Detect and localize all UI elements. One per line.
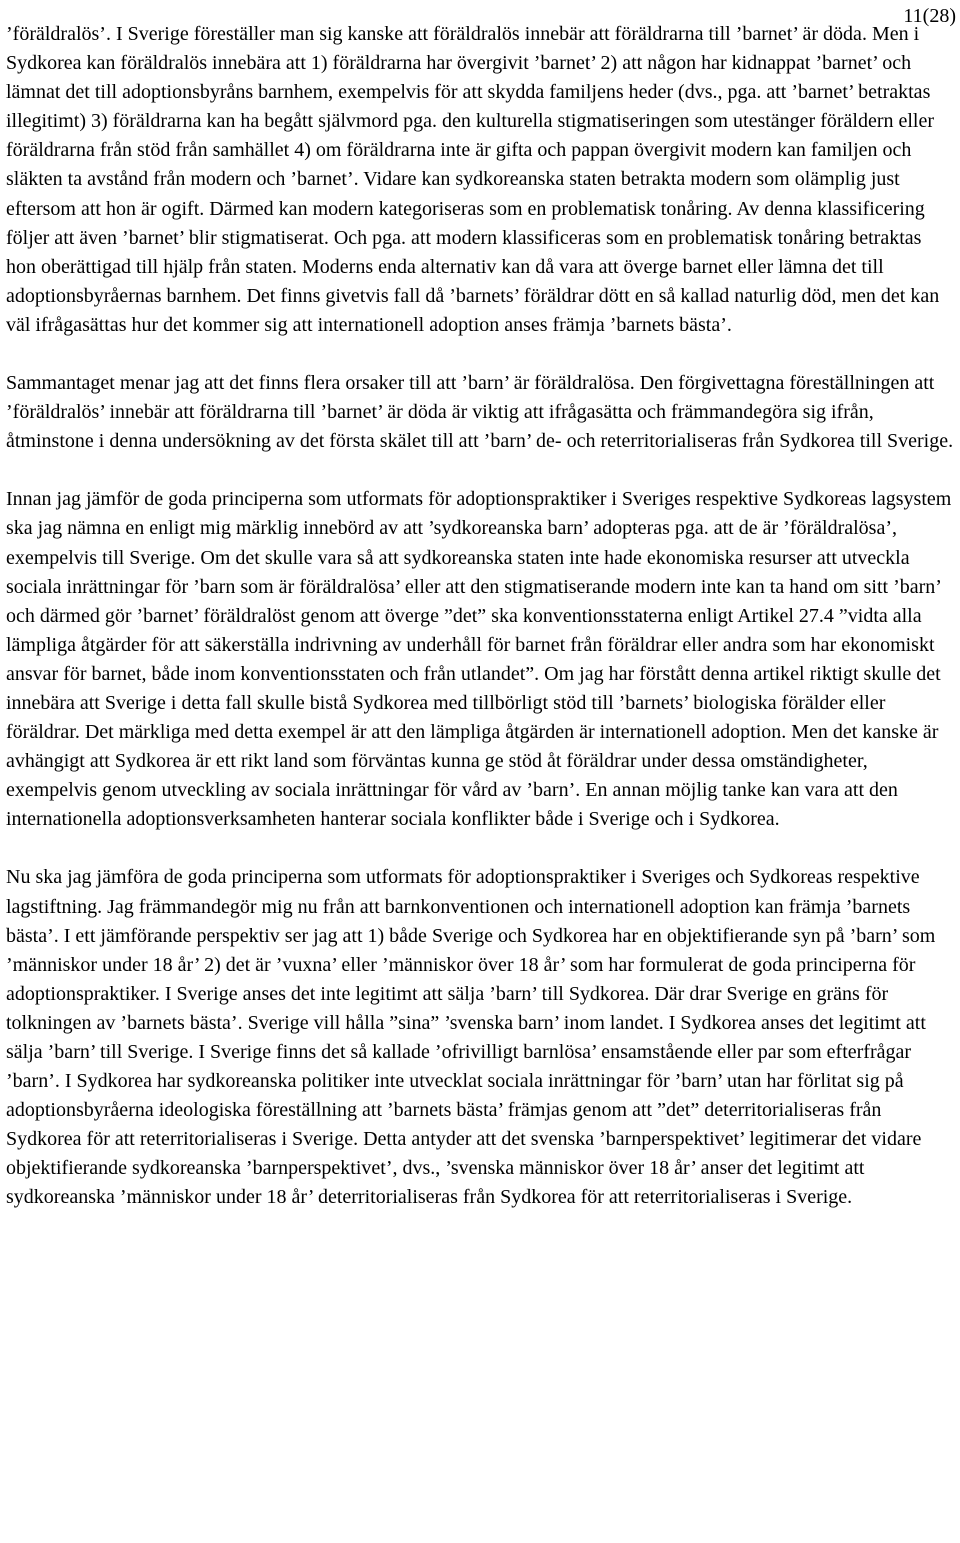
paragraph-comparison: Nu ska jag jämföra de goda principerna som utformats för adoptionspraktiker i Sveriges och Sydkoreas respektive lagstiftning. Jag främmandegör mig nu från att barnkonventionen och internationell adoption kan främja ’barnets bästa’. I ett jämförande perspektiv ser jag att 1) både Sverige och Sydkorea har en objektifierande syn på ’barn’ som ’människor under 18 år’ 2) det är ’vuxna’ eller ’människor över 18 år’ som har formulerat de goda principerna för adoptionspraktiker. I Sverige anses det inte legitimt att sälja ’barn’ till Sydkorea. Där drar Sverige en gräns för tolkningen av ’barnets bästa’. Sverige vill hålla ”sina” ’svenska barn’ inom landet. I Sydkorea anses det legitimt att sälja ’barn’ till Sverige. I Sverige finns det så kallade ’ofrivilligt barnlösa’ ensamstående eller par som efterfrågar ’barn’. I Sydkorea har sydkoreanska politiker inte utvecklat sociala inrättningar för ’barn’ utan har förlitat sig på adoptionsbyråerna ideologiska föreställning att ’barnets bästa’ främjas genom att ”det” deterritorialiseras från Sydkorea för att reterritorialiseras i Sverige. Detta antyder att det svenska ’barnperspektivet’ legitimerar det vidare objektifierande sydkoreanska ’barnperspektivet’, dvs., ’svenska människor över 18 år’ anser det legitimt att sydkoreanska ’människor under 18 år’ deterritorialiseras från Sydkorea för att reterritorialiseras i Sverige. (6, 866, 936, 1209)
paragraph-summary: Sammantaget menar jag att det finns flera orsaker till att ’barn’ är föräldralösa. Den förgivettagna föreställningen att ’föräldralös’ innebär att föräldrarna till ’barnet’ är döda är viktig att ifrågasätta och främmandegöra sig ifrån, åtminstone i denna undersökning av det första skälet till att ’barn’ de- och reterritorialiseras från Sydkorea till Sverige. (6, 372, 954, 453)
paragraph-orphan-definitions: ’föräldralös’. I Sverige föreställer man sig kanske att föräldralös innebär att föräldrarna till ’barnet’ är döda. Men i Sydkorea kan föräldralös innebära att 1) föräldrarna har övergivit ’barnet’ 2) att någon har kidnappat ’barnet’ och lämnat det till adoptionsbyråns barnhem, exempelvis för att skydda familjens heder (dvs., pga. att ’barnet’ betraktas illegitimt) 3) föräldrarna kan ha begått självmord pga. den kulturella stigmatiseringen som utestänger föräldern eller föräldrarna från stöd från samhället 4) om föräldrarna inte är gifta och pappan övergivit modern kan familjen och släkten ta avstånd från modern och ’barnet’. Vidare kan sydkoreanska staten betrakta modern som olämplig just eftersom att hon är ogift. Därmed kan modern kategoriseras som en problematisk tonåring. Av denna klassificering följer att även ’barnet’ blir stigmatiserat. Och pga. att modern klassificeras som en problematisk tonåring betraktas hon oberättigad till hjälp från staten. Moderns enda alternativ kan då vara att överge barnet eller lämna det till adoptionsbyråernas barnhem. Det finns givetvis fall då ’barnets’ föräldrar dött en så kallad naturlig död, men det kan väl ifrågasättas hur det kommer sig att internationell adoption anses främja ’barnets bästa’. (6, 23, 940, 336)
paragraph-article-27: Innan jag jämför de goda principerna som utformats för adoptionspraktiker i Sveriges respektive Sydkoreas lagsystem ska jag nämna en enligt mig märklig innebörd av att ’sydkoreanska barn’ adopteras pga. att de är ’föräldralösa’, exempelvis till Sverige. Om det skulle vara så att sydkoreanska staten inte hade ekonomiska resurser att utveckla sociala inrättningar för ’barn som är föräldralösa’ eller att den stigmatiserande modern inte kan ta hand om sitt ’barn’ och därmed gör ’barnet’ föräldralöst genom att överge ”det” ska konventionsstaterna enligt Artikel 27.4 ”vidta alla lämpliga åtgärder för att säkerställa indrivning av underhåll för barnet från föräldrar eller andra som har ekonomiskt ansvar för barnet, både inom konventionsstaten och från utlandet”. Om jag har förstått denna artikel riktigt skulle det innebära att Sverige i detta fall skulle bistå Sydkorea med tillbörligt stöd till ’barnets’ biologiska förälder eller föräldrar. Det märkliga med detta exempel är att den lämpliga åtgärden är internationell adoption. Men det kanske är avhängigt att Sydkorea är ett rikt land som förväntas kunna ge stöd åt föräldrar under dessa omständigheter, exempelvis genom utveckling av sociala inrättningar för vård av ’barn’. En annan möjlig tanke kan vara att den internationella adoptionsverksamheten hanterar sociala konflikter både i Sverige och i Sydkorea. (6, 488, 952, 831)
page-number: 11(28) (903, 5, 956, 27)
document-body (6, 20, 954, 1213)
